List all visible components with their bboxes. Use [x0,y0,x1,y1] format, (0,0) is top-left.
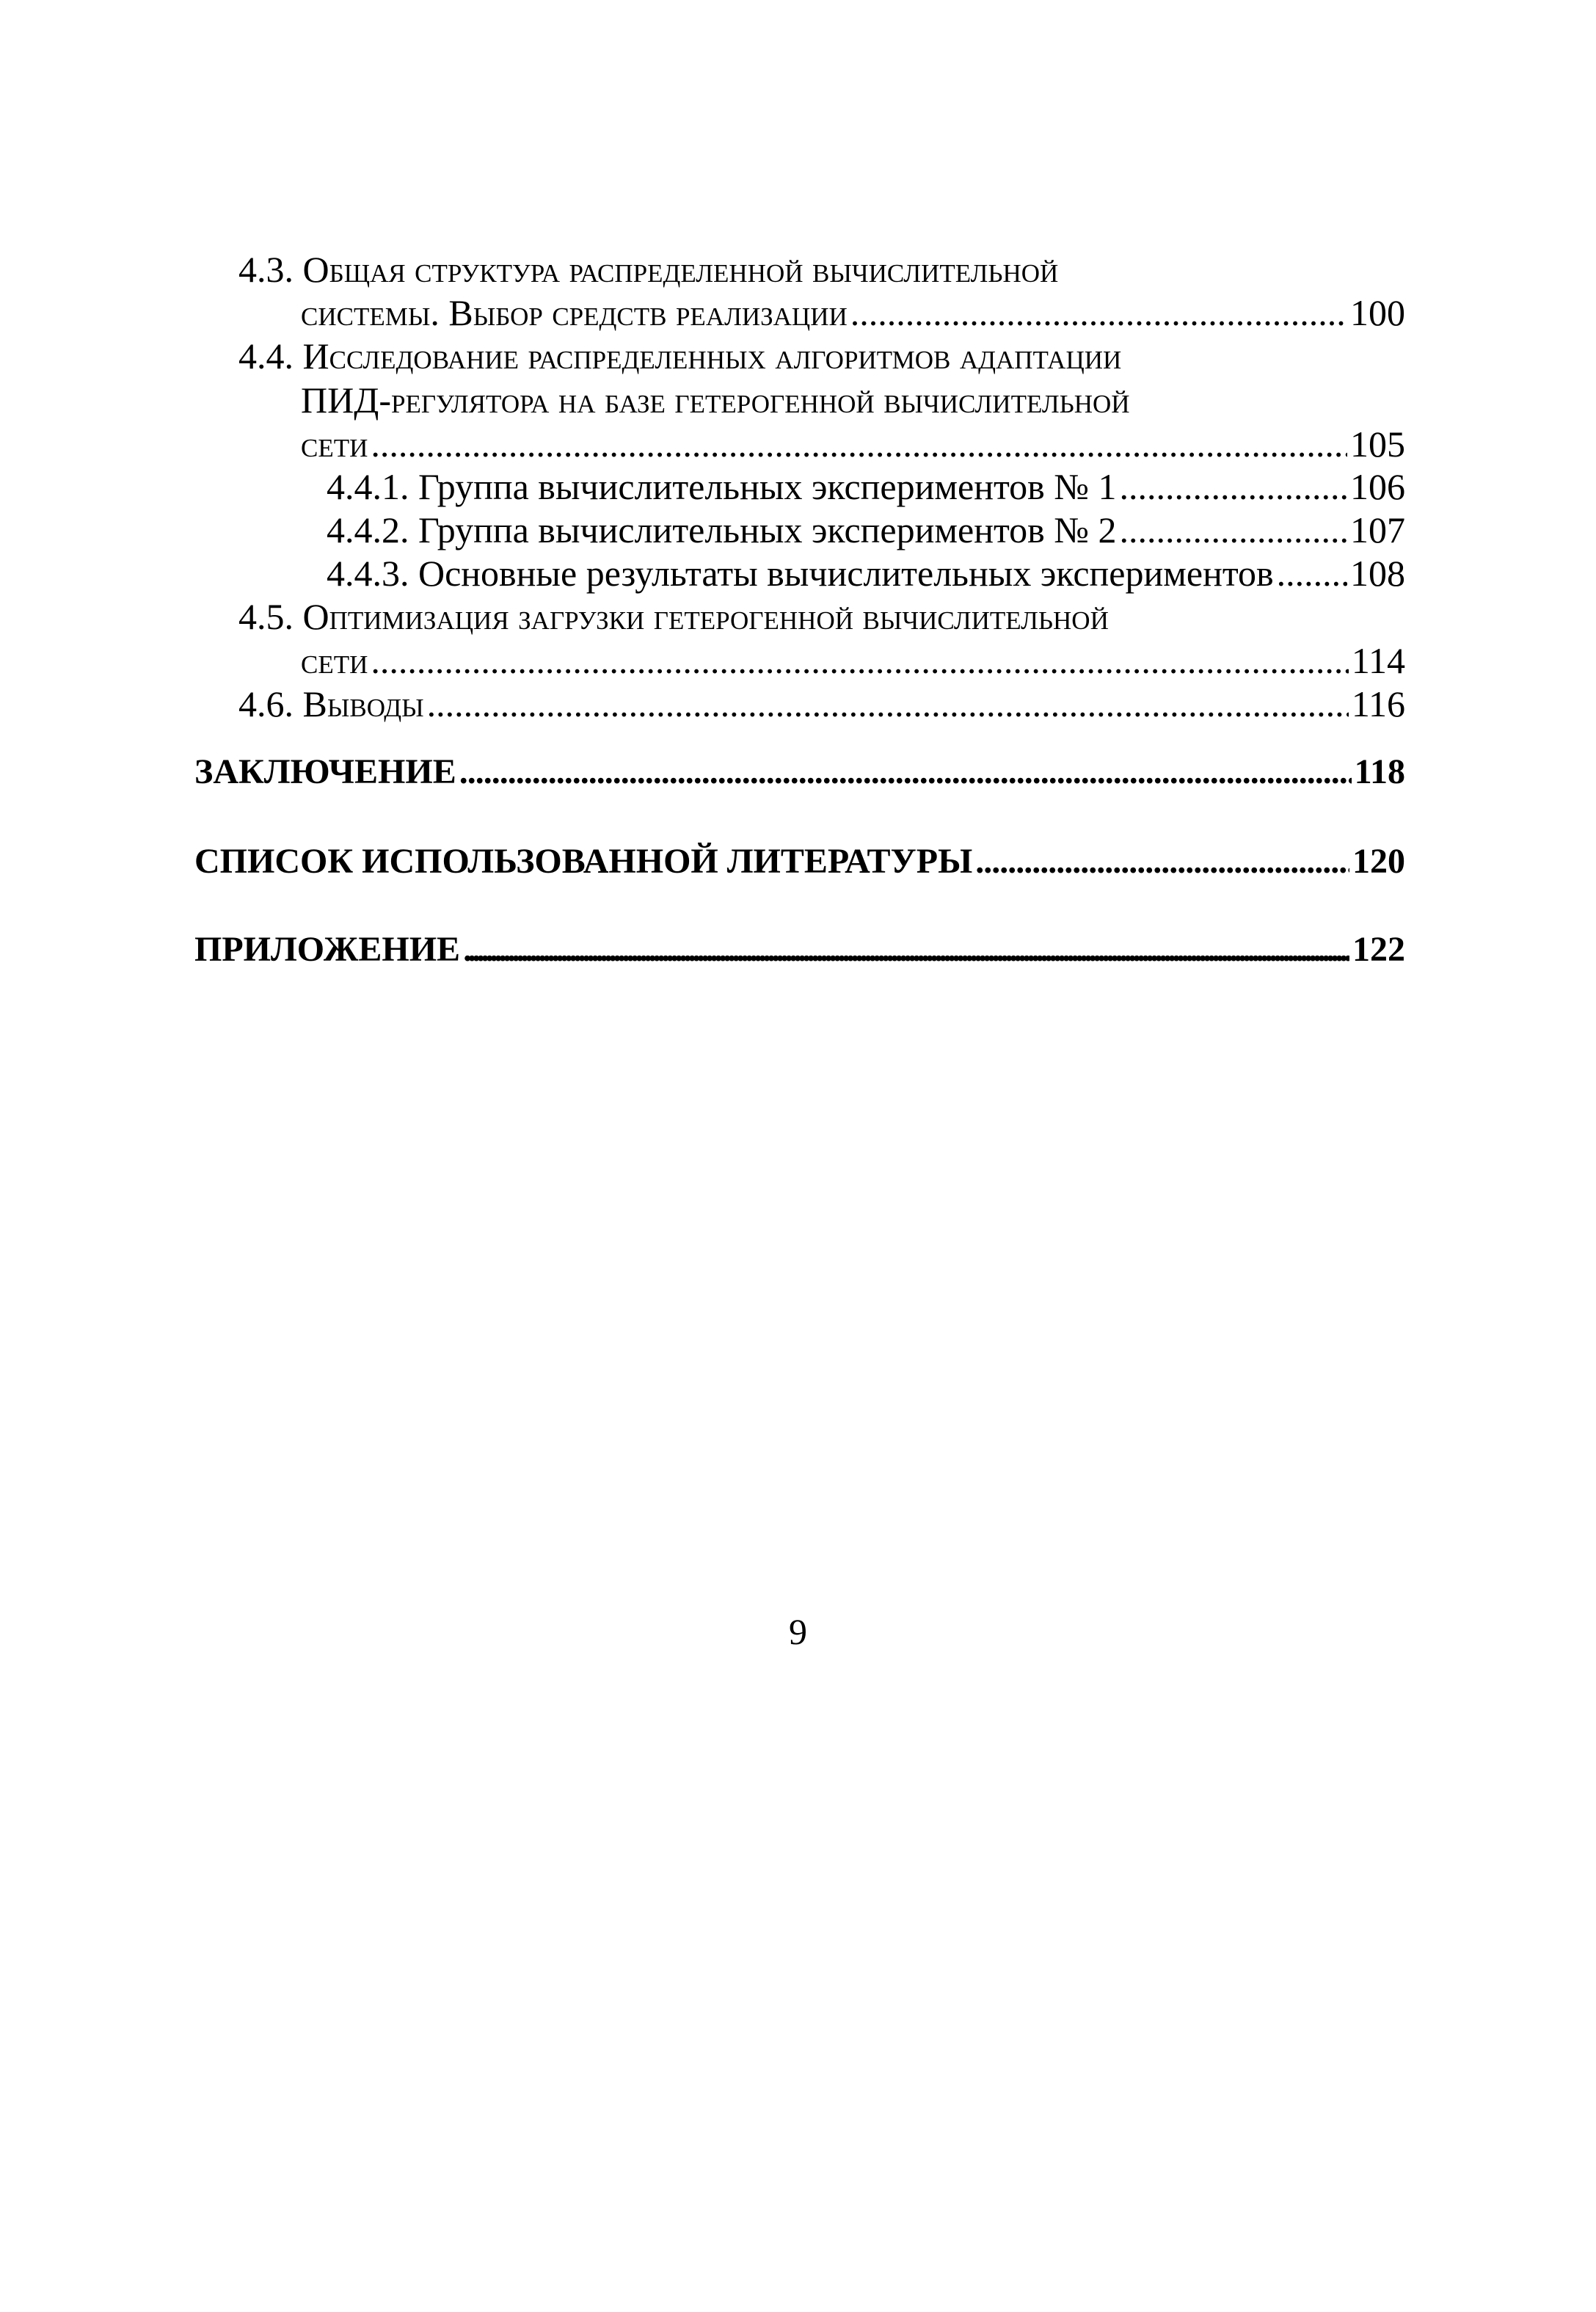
toc-entry-4-4-2 [327,509,1405,550]
toc-page-number: 122 [1352,930,1405,969]
toc-leader-dots [463,932,1349,967]
toc-entry-4-4-line-2 [301,379,1380,421]
toc-entry-appendix [194,932,1405,967]
toc-page-number: 106 [1350,466,1405,507]
toc-page-number: 116 [1351,683,1405,724]
toc-page-number: 100 [1350,292,1405,333]
toc-page-number: 120 [1352,842,1405,881]
toc-entry-4-5-line-1 [238,598,1380,635]
toc-entry-text: 4.4. Исследование распределенных алгоритмов адаптации [238,335,1122,377]
toc-entry-4-4-line-1 [238,335,1380,377]
toc-entry-text: ПРИЛОЖЕНИЕ [194,930,461,969]
toc-leader-dots [1119,512,1347,548]
toc-leader-dots [850,294,1347,331]
toc-entry-text: 4.3. Общая структура распределенной вычислительной [238,249,1059,290]
toc-page-number: 105 [1350,423,1405,465]
toc-page-number: 108 [1350,553,1405,594]
toc-leader-dots [371,642,1348,679]
toc-page-number: 107 [1350,509,1405,550]
toc-entry-4-4-line-3 [301,423,1405,465]
toc-entry-conclusion [194,752,1405,791]
toc-leader-dots [1119,468,1347,505]
toc-entry-text: сети [301,640,368,681]
toc-leader-dots [427,686,1349,722]
toc-entry-4-4-1 [327,468,1405,505]
toc-leader-dots [459,755,1352,790]
toc-leader-dots [1277,555,1347,592]
toc-entry-text: ПИД-регулятора на базе гетерогенной вычислительной [301,379,1130,421]
toc-entry-text: системы. Выбор средств реализации [301,292,848,333]
toc-entry-text: сети [301,423,368,465]
toc-entry-text: 4.4.3. Основные результаты вычислительных экспериментов [327,553,1274,594]
toc-entry-4-3-line-2 [301,294,1405,331]
toc-entry-text: 4.4.1. Группа вычислительных экспериментов № 1 [327,466,1117,507]
toc-entry-4-3-line-1 [238,251,1380,288]
toc-leader-dots [975,844,1349,879]
toc-page-number: 118 [1354,752,1405,791]
toc-entry-text: ЗАКЛЮЧЕНИЕ [194,752,456,791]
toc-entry-text: 4.4.2. Группа вычислительных экспериментов № 2 [327,509,1117,550]
toc-leader-dots [371,426,1347,462]
toc-page-number: 114 [1351,640,1405,681]
toc-entry-4-4-3 [327,555,1405,592]
toc-entry-4-5-line-2 [301,642,1405,679]
toc-entry-text: 4.6. Выводы [238,683,424,724]
page-number: 9 [789,1611,807,1652]
toc-entry-text: 4.5. Оптимизация загрузки гетерогенной вычислительной [238,596,1109,637]
toc-entry-references [194,844,1405,879]
toc-entry-text: СПИСОК ИСПОЛЬЗОВАННОЙ ЛИТЕРАТУРЫ [194,842,973,881]
toc-entry-4-6 [238,683,1405,724]
